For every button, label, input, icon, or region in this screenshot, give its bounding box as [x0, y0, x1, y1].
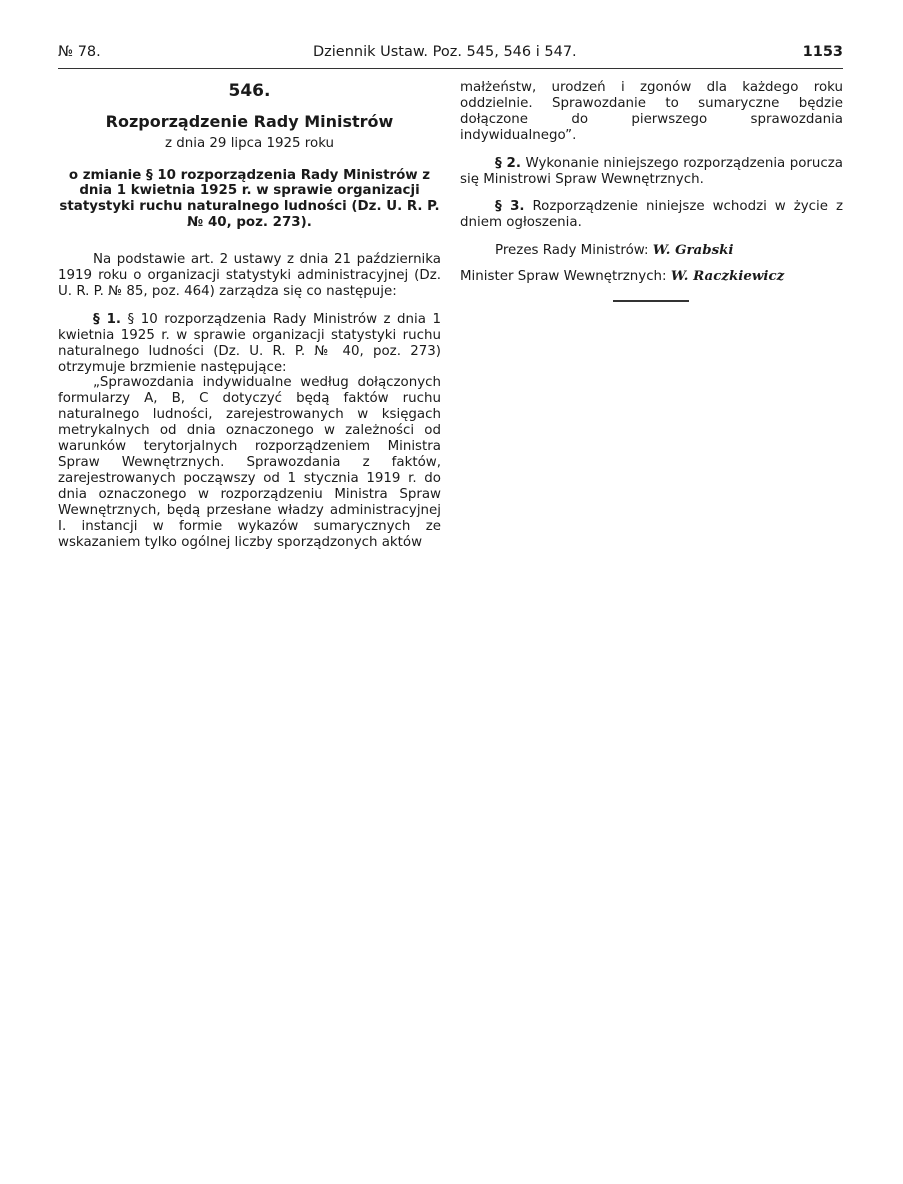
header-rule	[58, 68, 843, 69]
act-subject: o zmianie § 10 rozporządzenia Rady Ministrów z dnia 1 kwietnia 1925 r. w sprawie organizacji statystyki ruchu naturalnego ludności (Dz. U. R. P. № 40, poz. 273).	[59, 167, 440, 230]
section-1-label: § 1.	[93, 311, 122, 327]
spacer	[460, 231, 843, 243]
journal-title: Dziennik Ustaw. Poz. 545, 546 i 547.	[313, 44, 577, 60]
spacer	[58, 300, 441, 312]
section-1-text: § 10 rozporządzenia Rady Ministrów z dnia 1 kwietnia 1925 r. w sprawie organizacji statystyki ruchu naturalnego ludności (Dz. U. R. P. № 40, poz. 273) otrzymuje brzmienie następujące:	[58, 311, 441, 375]
section-2-label: § 2.	[495, 155, 521, 171]
section-1-quote-continued: małżeństw, urodzeń i zgonów dla każdego roku oddzielnie. Sprawozdanie to sumaryczne będzie dołączone do pierwszego sprawozdania indywidualnego”.	[460, 80, 843, 143]
signature-interior-minister	[460, 269, 843, 285]
preamble: Na podstawie art. 2 ustawy z dnia 21 października 1919 roku o organizacji statystyki administracyjnej (Dz. U. R. P. № 85, poz. 464) zarządza się co następuje:	[58, 252, 441, 299]
spacer	[460, 187, 843, 199]
section-2-text: Wykonanie niniejszego rozporządzenia porucza się Ministrowi Spraw Wewnętrznych.	[460, 155, 843, 187]
act-date: z dnia 29 lipca 1925 roku	[164, 135, 335, 151]
section-3-text: Rozporządzenie niniejsze wchodzi w życie z dniem ogłoszenia.	[460, 199, 844, 231]
signature-role: Minister Spraw Wewnętrznych:	[460, 269, 667, 285]
act-title: Rozporządzenie Rady Ministrów	[105, 111, 394, 131]
section-2	[460, 156, 843, 188]
issue-number: № 78.	[58, 44, 101, 60]
left-column	[58, 80, 441, 550]
section-3-label: § 3.	[495, 199, 525, 215]
signature-name: W. Raczkiewicz	[670, 268, 785, 285]
section-1-quote: „Sprawozdania indywidualne według dołączonych formularzy A, B, C dotyczyć będą faktów ruchu naturalnego ludności, zarejestrowanych w księgach metrykalnych od dnia oznaczonego w zależności od warunków terytorjalnych rozporządzeniem Ministra Spraw Wewnętrznych. Sprawozdania z faktów, zarejestrowanych począwszy od 1 stycznia 1919 r. do dnia oznaczonego w rozporządzeniu Ministra Spraw Wewnętrznych, będą przesłane władzy administracyjnej I. instancji w formie wykazów sumarycznych ze wskazaniem tylko ogólnej liczby sporządzonych aktów	[58, 375, 441, 550]
act-number: 546.	[228, 81, 271, 101]
signature-prime-minister	[460, 243, 843, 259]
page-number: 1153	[802, 44, 843, 60]
end-rule	[613, 300, 689, 302]
spacer	[460, 144, 843, 156]
section-1	[58, 312, 441, 376]
signature-name: W. Grabski	[652, 242, 734, 259]
right-column	[460, 80, 843, 295]
section-3	[460, 199, 843, 231]
signature-role: Prezes Rady Ministrów:	[495, 243, 649, 259]
running-header	[58, 44, 843, 66]
